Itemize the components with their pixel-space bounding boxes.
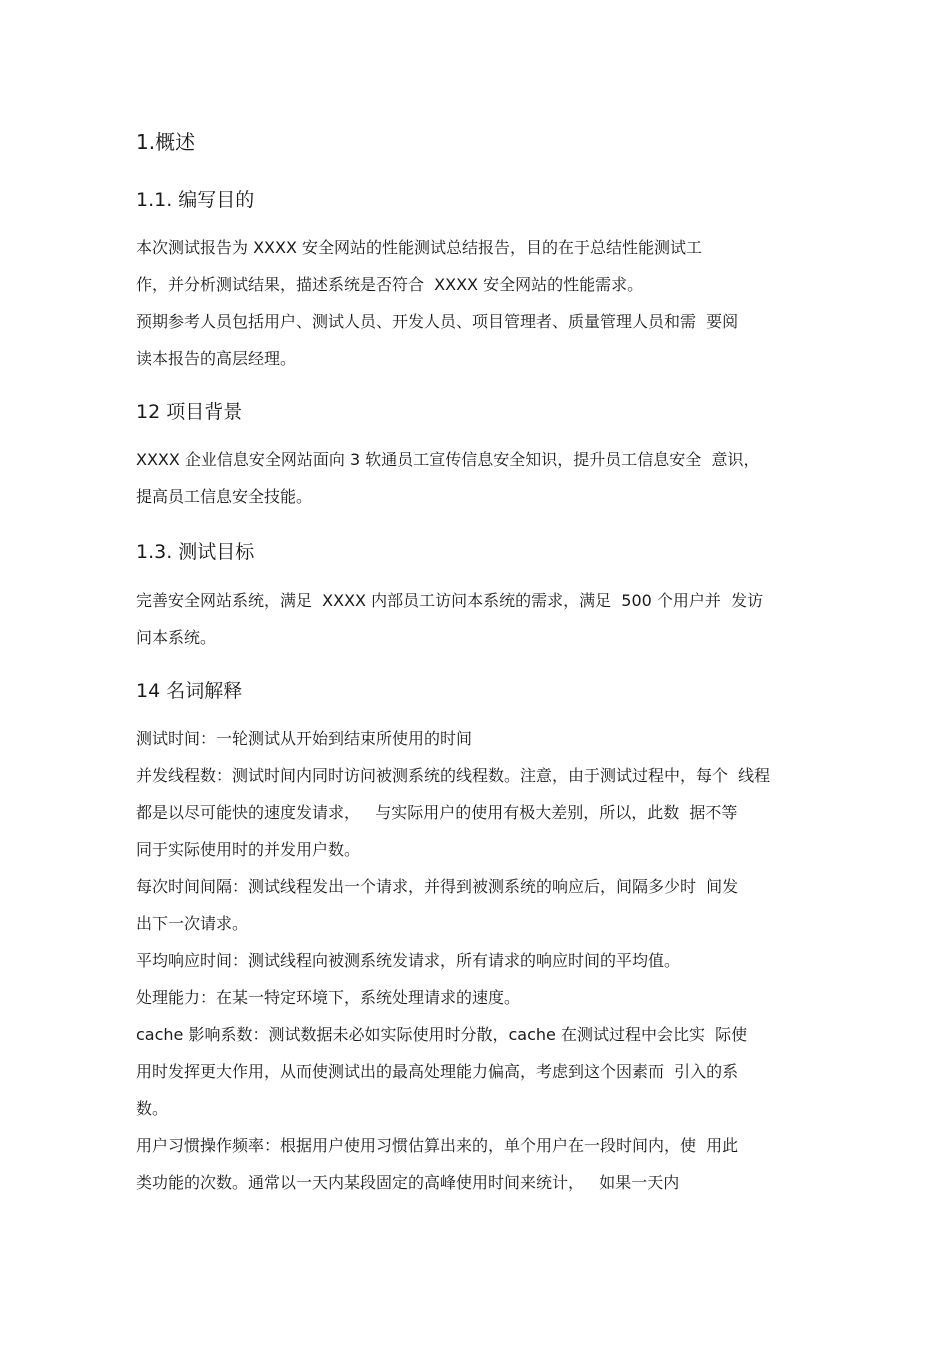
paragraph-line: 预期参考人员包括用户、测试人员、开发人员、项目管理者、质量管理人员和需 要阅: [136, 312, 739, 331]
heading-glossary: 14 名词解释: [136, 680, 243, 702]
glossary-line: 出下一次请求。: [136, 914, 249, 933]
heading-background: 12 项目背景: [136, 401, 243, 423]
glossary-line: 并发线程数：测试时间内同时访问被测系统的线程数。注意，由于测试过程中，每个 线程: [136, 766, 771, 785]
glossary-line: 平均响应时间：测试线程向被测系统发请求，所有请求的响应时间的平均值。: [136, 951, 681, 970]
paragraph-line: XXXX 企业信息安全网站面向 3 软通员工宣传信息安全知识，提升员工信息安全 意识，: [136, 450, 760, 469]
paragraph-line: 完善安全网站系统，满足 XXXX 内部员工访问本系统的需求，满足 500 个用户并 发访: [136, 591, 764, 610]
paragraph-line: 作，并分析测试结果，描述系统是否符合 XXXX 安全网站的性能需求。: [136, 275, 644, 294]
glossary-line: 类功能的次数。通常以一天内某段固定的高峰使用时间来统计， 如果一天内: [136, 1173, 680, 1192]
glossary-line: 处理能力：在某一特定环境下，系统处理请求的速度。: [136, 988, 521, 1007]
paragraph-line: 读本报告的高层经理。: [136, 349, 297, 368]
paragraph-line: 本次测试报告为 XXXX 安全网站的性能测试总结报告，目的在于总结性能测试工: [136, 238, 703, 257]
glossary-line: 用户习惯操作频率：根据用户使用习惯估算出来的，单个用户在一段时间内，使 用此: [136, 1136, 739, 1155]
glossary-line: 测试时间：一轮测试从开始到结束所使用的时间: [136, 729, 473, 748]
heading-overview: 1.概述: [136, 130, 196, 154]
heading-test-goal: 1.3. 测试目标: [136, 541, 255, 563]
heading-purpose: 1.1. 编写目的: [136, 189, 255, 211]
glossary-line: 用时发挥更大作用，从而使测试出的最高处理能力偏高，考虑到这个因素而 引入的系: [136, 1062, 739, 1081]
glossary-line: 都是以尽可能快的速度发请求， 与实际用户的使用有极大差别，所以，此数 据不等: [136, 803, 738, 822]
glossary-line: cache 影响系数：测试数据未必如实际使用时分散，cache 在测试过程中会比实 际使: [136, 1025, 748, 1044]
glossary-line: 同于实际使用时的并发用户数。: [136, 840, 361, 859]
glossary-line: 数。: [136, 1099, 169, 1118]
paragraph-line: 提高员工信息安全技能。: [136, 487, 313, 506]
glossary-line: 每次时间间隔：测试线程发出一个请求，并得到被测系统的响应后，间隔多少时 间发: [136, 877, 739, 896]
paragraph-line: 问本系统。: [136, 628, 217, 647]
